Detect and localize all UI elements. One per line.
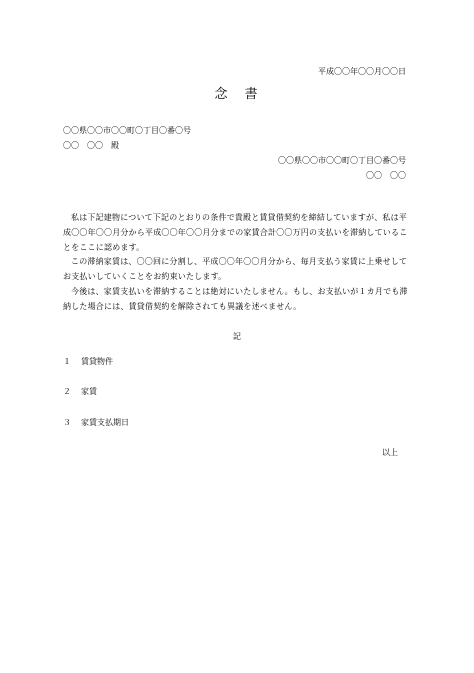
paragraph: この滞納家賃は、〇〇回に分割し、平成〇〇年〇〇月分から、毎月支払う家賃に上乗せしてお支払いしていくことをお約束いたします。 — [63, 257, 408, 282]
body-text — [63, 211, 411, 315]
document-title: 念 書 — [214, 87, 260, 102]
item-label: 家賃 — [81, 387, 97, 396]
recipient-address: 〇〇県〇〇市〇〇町〇丁目〇番〇号 — [63, 126, 191, 135]
list-item — [63, 417, 129, 429]
item-number: ３ — [63, 418, 71, 427]
document-date: 平成〇〇年〇〇月〇〇日 — [318, 67, 406, 76]
item-label: 家賃支払期日 — [81, 418, 129, 427]
recipient-name: 〇〇 〇〇 殿 — [63, 141, 119, 150]
item-number: １ — [63, 357, 71, 366]
paragraph: 私は下記建物について下記のとおりの条件で貴殿と賃貸借契約を締結していますが、私は平成〇〇年〇〇月分から平成〇〇年〇〇月分までの家賃合計〇〇万円の支払いを滞納していることをここに認めます。 — [63, 213, 408, 252]
item-number: ２ — [63, 387, 71, 396]
list-item — [63, 356, 113, 368]
item-label: 賃貸物件 — [81, 357, 113, 366]
closing-text: 以上 — [382, 448, 398, 457]
list-item — [63, 386, 97, 398]
sender-address: 〇〇県〇〇市〇〇町〇丁目〇番〇号 — [278, 156, 406, 165]
paragraph: 今後は、家賃支払いを滞納することは絶対にいたしません。もし、お支払いが１カ月でも滞納した場合には、賃貸借契約を解除されても異議を述べません。 — [63, 286, 408, 311]
ki-heading: 記 — [233, 332, 241, 341]
sender-name: 〇〇 〇〇 — [366, 171, 406, 180]
